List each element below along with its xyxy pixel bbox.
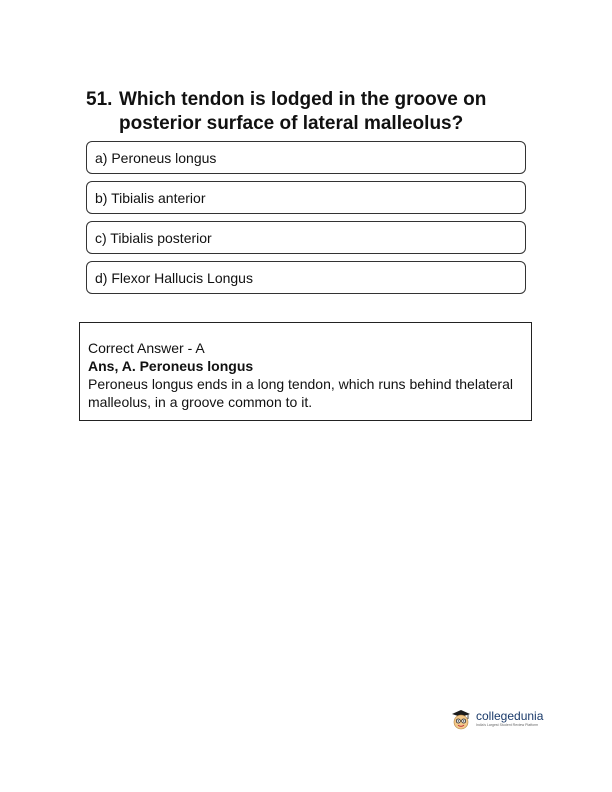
options-list: [86, 141, 526, 301]
answer-explanation: Peroneus longus ends in a long tendon, which runs behind thelateral malleolus, in a groove common to it.: [88, 376, 513, 410]
question-number: 51.: [86, 89, 113, 110]
option-b-label: b) Tibialis anterior: [95, 189, 206, 206]
logo-name: collegedunia: [476, 709, 544, 723]
correct-answer-line: Correct Answer - A: [88, 340, 205, 356]
answer-box: [79, 322, 532, 421]
option-b[interactable]: [86, 181, 526, 214]
question-heading: [86, 88, 546, 136]
logo-tagline: India's Largest Student Review Platform: [476, 723, 539, 727]
option-d[interactable]: [86, 261, 526, 294]
collegedunia-logo: [449, 703, 549, 735]
question-text: Which tendon is lodged in the groove on posterior surface of lateral malleolus?: [119, 89, 487, 134]
mascot-face-icon: [449, 707, 473, 731]
option-a[interactable]: [86, 141, 526, 174]
option-a-label: a) Peroneus longus: [95, 149, 217, 166]
option-c[interactable]: [86, 221, 526, 254]
answer-title: Ans, A. Peroneus longus: [88, 358, 254, 374]
option-d-label: d) Flexor Hallucis Longus: [95, 269, 253, 286]
option-c-label: c) Tibialis posterior: [95, 229, 212, 246]
